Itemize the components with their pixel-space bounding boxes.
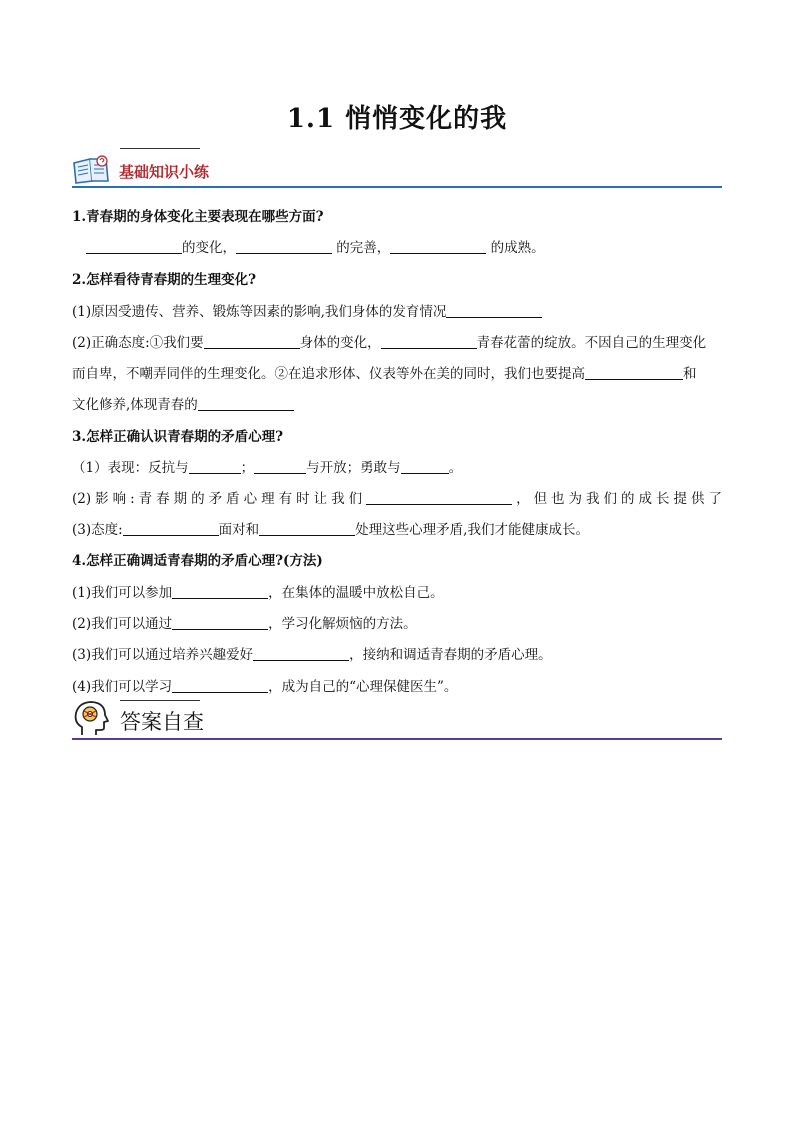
- question-2-line-2: [72, 331, 722, 351]
- answer-blank[interactable]: [172, 678, 268, 693]
- text-fragment: ，成为自己的“心理保健医生”。: [268, 679, 458, 695]
- question-4-line-2: [72, 612, 722, 632]
- text-fragment: (1)我们可以参加: [72, 585, 173, 601]
- text-fragment: 而自卑，不嘲弄同伴的生理变化。②在追求形体、仪表等外在美的同时，我们也要提高: [72, 366, 585, 382]
- answer-blank[interactable]: [381, 334, 477, 349]
- text-fragment: 的变化，: [182, 240, 236, 256]
- section-header-answer-check: [72, 700, 722, 740]
- header-top-rule: [120, 700, 200, 701]
- text-fragment: ；: [240, 460, 255, 476]
- answer-blank[interactable]: [390, 239, 486, 254]
- question-2-line-3: [72, 362, 722, 382]
- question-1-line: [86, 236, 736, 256]
- section-label: 答案自查: [120, 710, 204, 734]
- text-fragment: 和: [683, 366, 697, 382]
- header-top-rule: [120, 148, 200, 149]
- section-header-basic-practice: [72, 148, 722, 188]
- answer-blank[interactable]: [204, 334, 300, 349]
- answer-blank[interactable]: [123, 521, 219, 536]
- question-2-line-4: [72, 393, 722, 413]
- page-title: 1.1 悄悄变化的我: [286, 104, 508, 134]
- section-underline: [72, 186, 722, 188]
- answer-blank[interactable]: [236, 239, 332, 254]
- question-3-line-1: [72, 456, 722, 476]
- text-fragment: ，但也为我们的成长提供了: [512, 491, 723, 507]
- text-fragment: (1)原因受遗传、营养、锻炼等因素的影响,我们身体的发育情况: [72, 304, 447, 320]
- section-underline: [72, 738, 722, 740]
- question-2-title: 2.怎样看待青春期的生理变化?: [72, 272, 257, 288]
- text-fragment: (4)我们可以学习: [72, 679, 173, 695]
- text-fragment: 。: [448, 460, 463, 476]
- answer-blank[interactable]: [366, 490, 512, 505]
- text-fragment: （1）表现：反抗与: [72, 460, 189, 476]
- text-fragment: ，学习化解烦恼的方法。: [268, 616, 417, 632]
- answer-blank[interactable]: [253, 646, 349, 661]
- answer-blank[interactable]: [189, 459, 241, 474]
- answer-blank[interactable]: [401, 459, 449, 474]
- text-fragment: 身体的变化，: [299, 335, 381, 351]
- question-3-title: 3.怎样正确认识青春期的矛盾心理?: [72, 429, 284, 445]
- text-fragment: (3)我们可以通过培养兴趣爱好: [72, 647, 254, 663]
- book-icon: [72, 153, 112, 185]
- text-fragment: 与开放；勇敢与: [306, 460, 401, 476]
- question-1-title: 1.青春期的身体变化主要表现在哪些方面?: [72, 209, 324, 225]
- answer-blank[interactable]: [198, 396, 294, 411]
- text-fragment: ，在集体的温暖中放松自己。: [268, 585, 444, 601]
- text-fragment: (2)正确态度:①我们要: [72, 335, 204, 351]
- text-fragment: 文化修养,体现青春的: [72, 397, 198, 413]
- text-fragment: 面对和: [218, 522, 260, 538]
- answer-blank[interactable]: [86, 239, 182, 254]
- text-fragment: 的成熟。: [486, 240, 545, 256]
- question-3-line-3: [72, 518, 722, 538]
- question-4-line-1: [72, 581, 722, 601]
- answer-blank[interactable]: [254, 459, 306, 474]
- question-4-line-4: [72, 675, 722, 695]
- question-4-line-3: [72, 643, 722, 663]
- head-gear-icon: [72, 699, 112, 737]
- answer-blank[interactable]: [585, 365, 683, 380]
- text-fragment: 青春花蕾的绽放。不因自己的生理变化: [476, 335, 707, 351]
- text-fragment: (2)我们可以通过: [72, 616, 173, 632]
- section-label: 基础知识小练: [119, 163, 210, 181]
- text-fragment: (3)态度:: [72, 522, 123, 538]
- question-2-line-1: [72, 300, 722, 320]
- answer-blank[interactable]: [172, 615, 268, 630]
- answer-blank[interactable]: [172, 584, 268, 599]
- question-4-title: 4.怎样正确调适青春期的矛盾心理?(方法): [72, 553, 323, 569]
- text-fragment: (2)影响:青春期的矛盾心理有时让我们: [72, 491, 367, 507]
- question-3-line-2: [72, 487, 722, 507]
- text-fragment: 的完善，: [332, 240, 391, 256]
- text-fragment: ，接纳和调适青春期的矛盾心理。: [349, 647, 552, 663]
- answer-blank[interactable]: [446, 303, 542, 318]
- text-fragment: 处理这些心理矛盾,我们才能健康成长。: [355, 522, 589, 538]
- answer-blank[interactable]: [259, 521, 355, 536]
